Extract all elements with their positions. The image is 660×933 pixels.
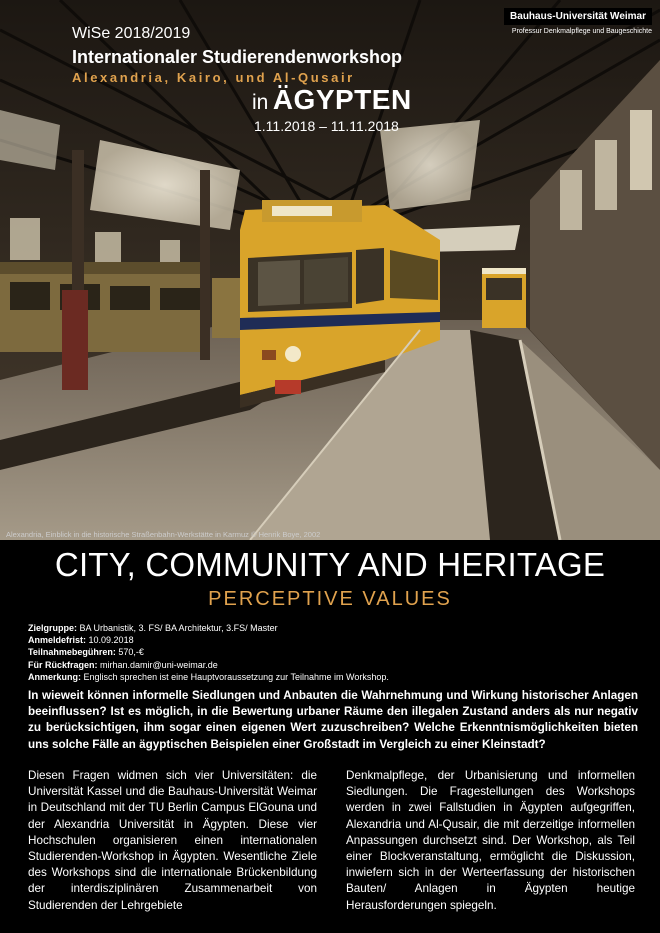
body-column-right: Denkmalpflege, der Urbanisierung und informellen Siedlungen. Die Fragestellungen des Workshops werden in zwei Fallstudien in Ägypten aufgegriffen, Alexandria und Al-Qusair, die mit derzeitige informellen Anpassungen durchsetzt sind. Der Workshop, als Teil einer Blockveranstaltung, ermöglicht die Diskussion, inwiefern sich in der Werteerfassung der historischen Bauten/ Anlagen in Ägypten heutige Herausforderungen spiegeln. <box>346 769 635 912</box>
info-label: Für Rückfragen: <box>28 659 98 670</box>
country-prefix: in <box>252 91 269 114</box>
workshop-dates: 1.11.2018 – 11.11.2018 <box>254 118 399 134</box>
workshop-title: Internationaler Studierendenworkshop <box>72 47 403 67</box>
info-row-note <box>28 671 389 683</box>
country-name: ÄGYPTEN <box>272 84 412 115</box>
lead-paragraph: In wieweit können informelle Siedlungen und Anbauten die Wahrnehmung und Wirkung historischer Anlagen beeinflussen? Ist es möglich, in die Bewertung urbaner Räume den illegalen Zustand anders als nur negativ zu berücksichtigen, ihm sogar einen eigenen Wert zuzuschreiben? Welche Erkenntnismöglichkeiten bieten uns solche Fälle an ägyptischen Beispielen einer Großstadt im Vergleich zu einer Kleinstadt? <box>28 689 638 751</box>
info-value: 570,-€ <box>118 647 144 658</box>
info-label: Anmeldefrist: <box>28 635 87 646</box>
info-row-fee <box>28 646 389 658</box>
info-value: BA Urbanistik, 3. FS/ BA Architektur, 3.FS/ Master <box>79 623 278 633</box>
info-value: Englisch sprechen ist eine Hauptvoraussetzung zur Teilnahme im Workshop. <box>83 671 389 682</box>
university-block <box>504 6 652 35</box>
info-row-contact <box>28 659 389 671</box>
contact-email[interactable]: mirhan.damir@uni-weimar.de <box>100 659 218 670</box>
photo-caption: Alexandria, Einblick in die historische Straßenbahn-Werkstätte in Karmuz © Henrik Boye, 2002 <box>6 530 321 539</box>
cities-label: Alexandria, Kairo, und Al-Qusair <box>72 70 355 85</box>
country-line <box>252 84 412 116</box>
poster-subtitle: PERCEPTIVE VALUES <box>208 588 452 610</box>
info-row-target-group <box>28 622 389 634</box>
info-label: Zielgruppe: <box>28 623 77 633</box>
semester-label: WiSe 2018/2019 <box>72 25 191 42</box>
info-label: Anmerkung: <box>28 671 82 682</box>
info-label: Teilnahmebegühren: <box>28 647 116 658</box>
university-chair: Professur Denkmalpflege und Baugeschichte <box>511 28 652 35</box>
body-column-left: Diesen Fragen widmen sich vier Universitäten: die Universität Kassel und die Bauhaus-Universität Weimar in Deutschland mit der TU Berlin Campus ElGouna und der Alexandria Universität in Ägypten. Diese vier Hochschulen organisieren einen internationalen Studierenden-Workshop in Ägypten. Wesentliche Ziele des Workshops sind die internationale Brückenbildung der interdisziplinären Zusammenarbeit von Studierenden der Lehrgebiete <box>28 769 317 912</box>
info-value: 10.09.2018 <box>88 635 134 646</box>
header-block <box>72 24 412 85</box>
info-list <box>28 622 389 683</box>
info-row-deadline <box>28 634 389 646</box>
poster-title: CITY, COMMUNITY AND HERITAGE <box>54 546 606 583</box>
university-logo-text: Bauhaus-Universität Weimar <box>504 8 652 25</box>
